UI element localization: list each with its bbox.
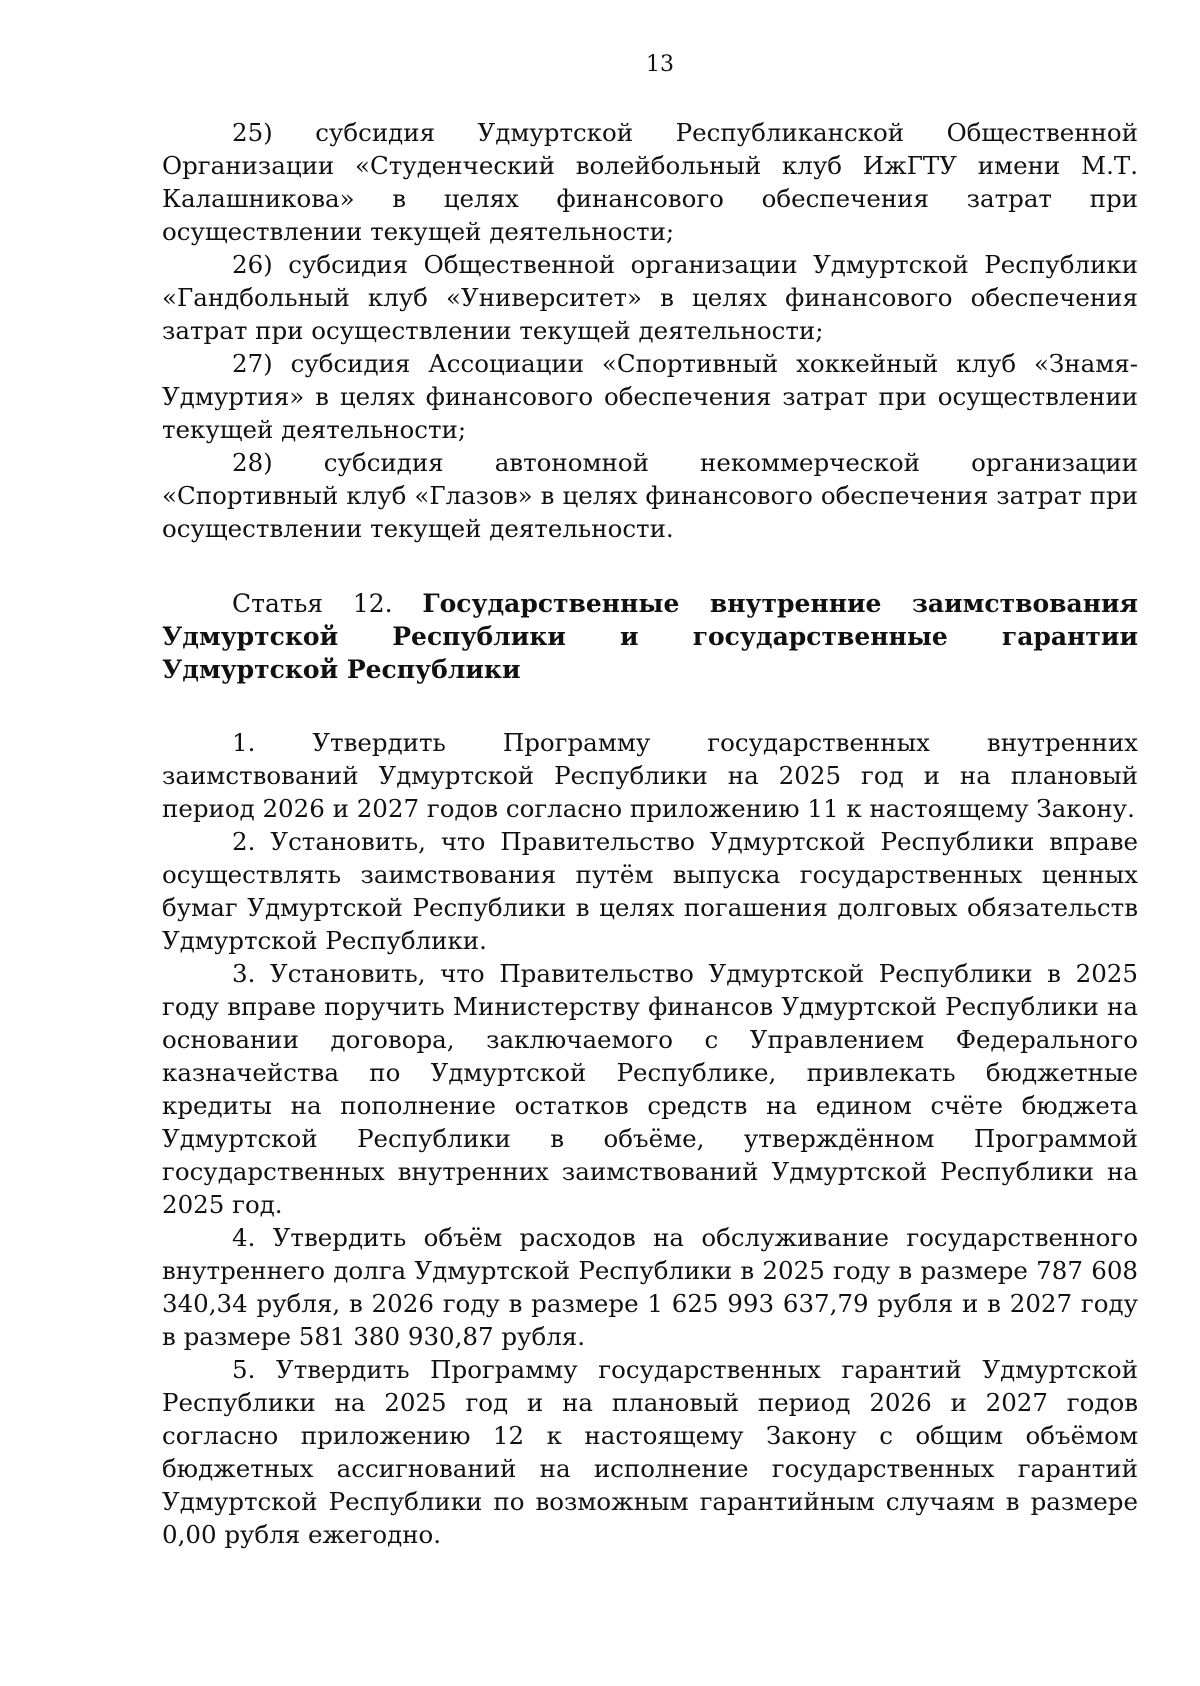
paragraph-4: 4. Утвердить объём расходов на обслуживание государственного внутреннего долга Удмуртской Республики в 2025 году в размере 787 608 340,34 рубля, в 2026 году в размере 1 625 993 637,79 рубля и в 2027 году в размере 581 380 930,87 рубля.: [162, 1223, 1138, 1351]
paragraph-3: 3. Установить, что Правительство Удмуртской Республики в 2025 году вправе поручить Министерству финансов Удмуртской Республики на основании договора, заключаемого с Управлением Федерального казначейства по Удмуртской Республике, привлекать бюджетные кредиты на пополнение остатков средств на едином счёте бюджета Удмуртской Республики в объёме, утверждённом Программой государственных внутренних заимствований Удмуртской Республики на 2025 год.: [162, 959, 1138, 1219]
paragraph-5: 5. Утвердить Программу государственных гарантий Удмуртской Республики на 2025 год и на плановый период 2026 и 2027 годов согласно приложению 12 к настоящему Закону с общим объёмом бюджетных ассигнований на исполнение государственных гарантий Удмуртской Республики по возможным гарантийным случаям в размере 0,00 рубля ежегодно.: [162, 1355, 1138, 1549]
document-page: [162, 48, 1138, 1551]
article-label: Статья 12.: [232, 589, 423, 618]
list-item-25: 25) субсидия Удмуртской Республиканской Общественной Организации «Студенческий волейбольный клуб ИжГТУ имени М.Т. Калашникова» в целях финансового обеспечения затрат при осуществлении текущей деятельности;: [162, 118, 1138, 246]
list-item-27: 27) субсидия Ассоциации «Спортивный хоккейный клуб «Знамя-Удмуртия» в целях финансового обеспечения затрат при осуществлении текущей деятельности;: [162, 349, 1138, 444]
article-title: Государственные внутренние заимствования Удмуртской Республики и государственные гарантии Удмуртской Республики: [162, 589, 1138, 684]
list-item-26: 26) субсидия Общественной организации Удмуртской Республики «Гандбольный клуб «Университет» в целях финансового обеспечения затрат при осуществлении текущей деятельности;: [162, 250, 1138, 345]
page-number: 13: [646, 52, 674, 77]
paragraph-1: 1. Утвердить Программу государственных внутренних заимствований Удмуртской Республики на 2025 год и на плановый период 2026 и 2027 годов согласно приложению 11 к настоящему Закону.: [162, 728, 1138, 823]
paragraph-2: 2. Установить, что Правительство Удмуртской Республики вправе осуществлять заимствования путём выпуска государственных ценных бумаг Удмуртской Республики в целях погашения долговых обязательств Удмуртской Республики.: [162, 827, 1138, 955]
list-item-28: 28) субсидия автономной некоммерческой организации «Спортивный клуб «Глазов» в целях финансового обеспечения затрат при осуществлении текущей деятельности.: [162, 448, 1138, 543]
article-heading: [162, 587, 1138, 686]
